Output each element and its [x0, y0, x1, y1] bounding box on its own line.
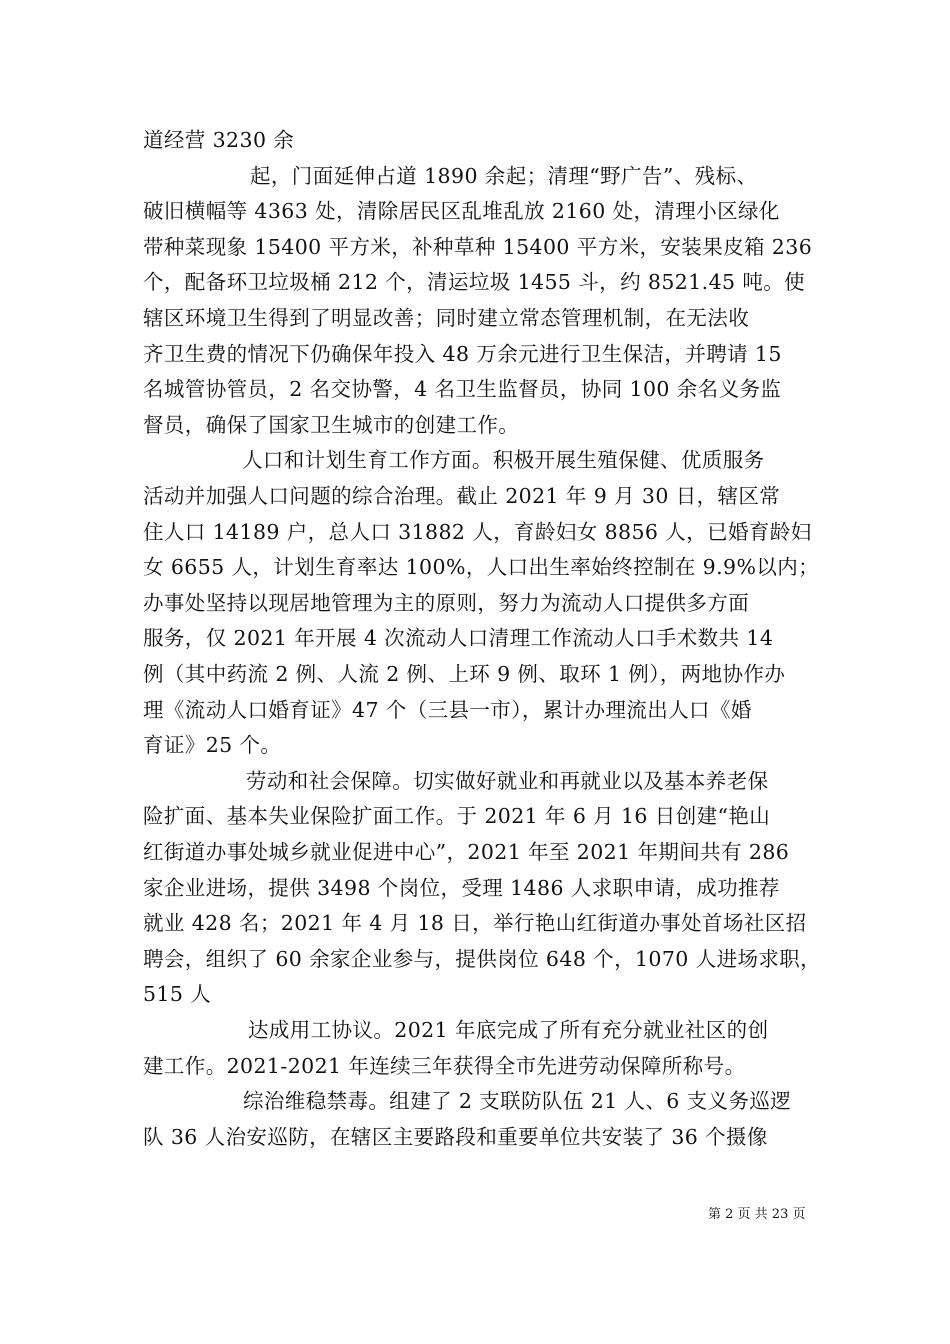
text-line: 女 6655 人，计划生育率达 100%，人口出生率始终控制在 9.9%以内； — [143, 555, 820, 579]
text-line: 辖区环境卫生得到了明显改善；同时建立常态管理机制，在无法收 — [143, 306, 750, 330]
text-line: 515 人 — [143, 982, 212, 1006]
text-line: 聘会，组织了 60 余家企业参与，提供岗位 648 个，1070 人进场求职， — [143, 947, 822, 971]
text-line: 红街道办事处城乡就业促进中心”，2021 年至 2021 年期间共有 286 — [143, 840, 790, 864]
text-line: 道经营 3230 余 — [143, 128, 295, 152]
text-line: 个，配备环卫垃圾桶 212 个，清运垃圾 1455 斗，约 8521.45 吨。使 — [143, 270, 806, 294]
page-number: 第 2 页 共 23 页 — [708, 1207, 806, 1222]
text-line: 家企业进场，提供 3498 个岗位，受理 1486 人求职申请，成功推荐 — [143, 876, 780, 900]
text-line: 活动并加强人口问题的综合治理。截止 2021 年 9 月 30 日，辖区常 — [143, 484, 781, 508]
text-line: 齐卫生费的情况下仍确保年投入 48 万余元进行卫生保洁，并聘请 15 — [143, 342, 782, 366]
text-line: 带种菜现象 15400 平方米，补种草种 15400 平方米，安装果皮箱 236 — [143, 235, 813, 259]
text-line: 理《流动人口婚育证》47 个（三县一市），累计办理流出人口《婚 — [143, 698, 752, 722]
text-line: 建工作。2021-2021 年连续三年获得全市先进劳动保障所称号。 — [143, 1054, 746, 1078]
text-line: 队 36 人治安巡防，在辖区主要路段和重要单位共安装了 36 个摄像 — [143, 1125, 768, 1149]
text-line: 人口和计划生育工作方面。积极开展生殖保健、优质服务 — [242, 448, 765, 472]
text-line: 就业 428 名；2021 年 4 月 18 日，举行艳山红街道办事处首场社区招 — [143, 911, 807, 935]
text-line: 办事处坚持以现居地管理为主的原则，努力为流动人口提供多方面 — [143, 591, 750, 615]
text-line: 劳动和社会保障。切实做好就业和再就业以及基本养老保 — [246, 769, 769, 793]
text-line: 破旧横幅等 4363 处，清除居民区乱堆乱放 2160 处，清理小区绿化 — [143, 199, 780, 223]
text-line: 督员，确保了国家卫生城市的创建工作。 — [143, 413, 520, 437]
text-line: 达成用工协议。2021 年底完成了所有充分就业社区的创 — [248, 1018, 769, 1042]
text-line: 住人口 14189 户，总人口 31882 人，育龄妇女 8856 人，已婚育龄妇 — [143, 520, 812, 544]
text-line: 服务，仅 2021 年开展 4 次流动人口清理工作流动人口手术数共 14 — [143, 626, 774, 650]
text-line: 险扩面、基本失业保险扩面工作。于 2021 年 6 月 16 日创建“艳山 — [143, 804, 771, 828]
text-line: 例（其中药流 2 例、人流 2 例、上环 9 例、取环 1 例），两地协作办 — [143, 662, 786, 686]
text-line: 名城管协管员，2 名交协警，4 名卫生监督员，协同 100 余名义务监 — [143, 377, 782, 401]
text-line: 综治维稳禁毒。组建了 2 支联防队伍 21 人、6 支义务巡逻 — [243, 1089, 792, 1113]
text-line: 育证》25 个。 — [143, 733, 282, 757]
text-line: 起，门面延伸占道 1890 余起；清理“野广告”、残标、 — [250, 164, 758, 188]
